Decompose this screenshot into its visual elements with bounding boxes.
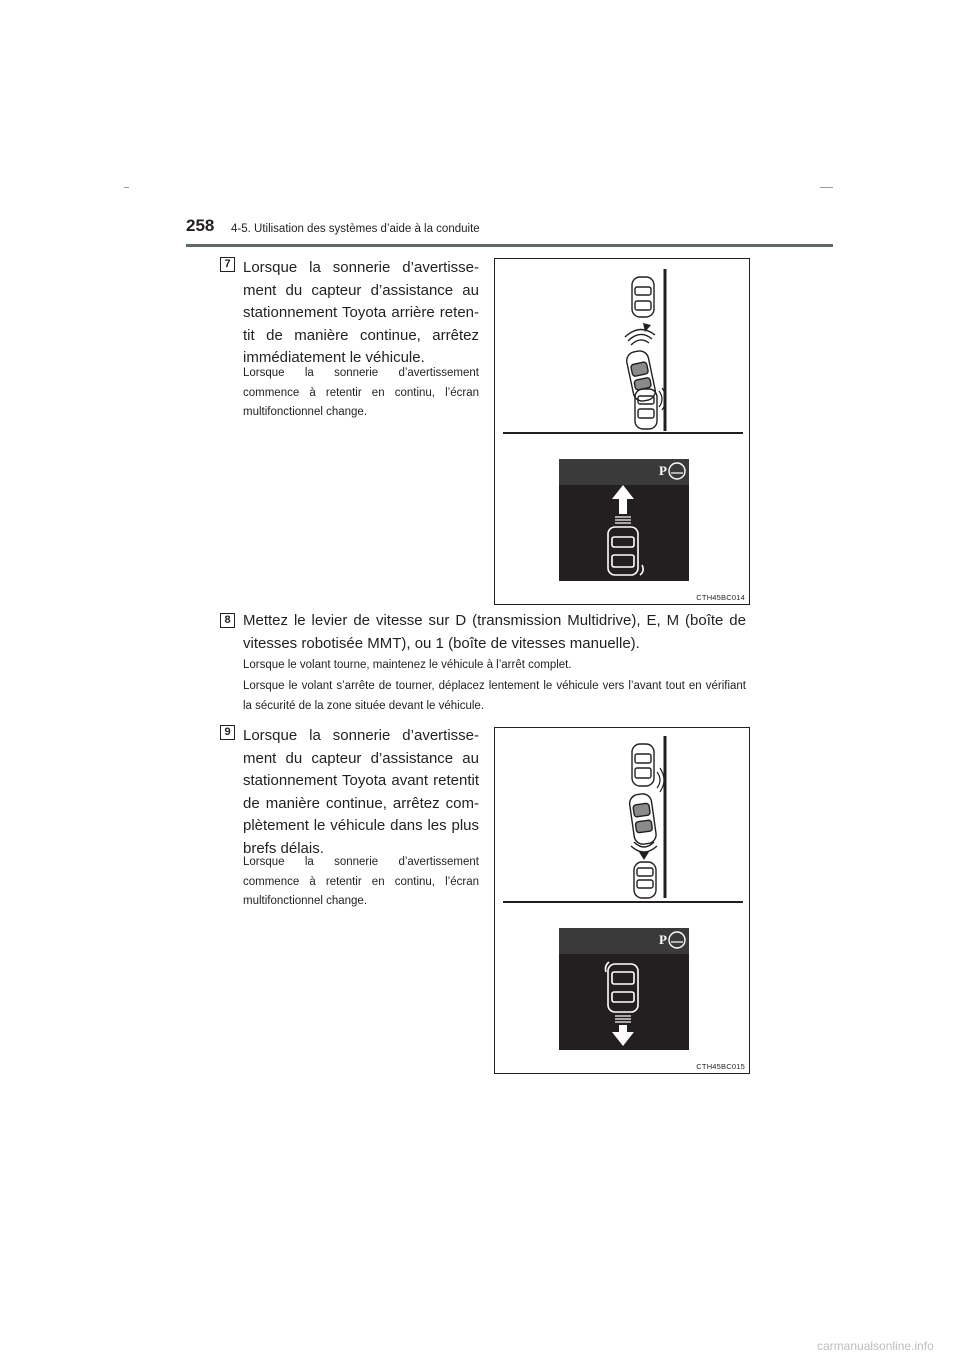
figure-rear-sensor [494, 258, 750, 605]
movement-arrow [639, 852, 649, 860]
step-8-note-2: Lorsque le volant s’arrête de tourner, déplacez lentement le véhicule vers l’avant tout en vérifiant la sécurité de la zone située devant le véhicule. [243, 680, 746, 712]
step-8-text: Mettez le levier de vitesse sur D (transmission Multidrive), E, M (boîte de vitesses robotisée MMT), ou 1 (boîte de vitesses manuelle). [243, 612, 746, 652]
step-9-text: Lorsque la sonnerie d’avertisse-ment du capteur d’assistance au stationnement Toyota avant retentit de manière continue, arrêtez com-plètement le véhicule dans les plus brefs délais. [243, 727, 479, 857]
section-title: 4-5. Utilisation des systèmes d’aide à la conduite [231, 223, 480, 235]
sensor-waves-top [625, 329, 655, 345]
step-8-badge: 8 [220, 613, 235, 628]
maneuvering-car [625, 349, 657, 402]
page-number: 258 [186, 216, 215, 235]
parked-car-rear [634, 862, 656, 898]
multi-information-display [559, 459, 689, 581]
step-7-note: Lorsque la sonnerie d’avertissement commence à retentir en continu, l’écran multifonctionnel change. [243, 367, 479, 418]
parked-car-front [632, 277, 654, 317]
parking-assist-symbol: P [659, 463, 667, 478]
step-9-badge: 9 [220, 725, 235, 740]
step-8-note-1: Lorsque le volant tourne, maintenez le véhicule à l’arrêt complet. [243, 659, 572, 671]
crop-mark-left [124, 187, 129, 188]
crop-mark-right [820, 187, 833, 188]
figure-code: CTH45BC014 [696, 593, 745, 602]
front-parking-illustration [495, 728, 751, 1075]
maneuvering-car [628, 793, 657, 846]
sensor-waves-side [657, 768, 664, 792]
step-7-text: Lorsque la sonnerie d’avertisse-ment du capteur d’assistance au stationnement Toyota arrière reten-tit de manière continue, arrêtez immédiatement le véhicule. [243, 259, 479, 366]
footer-watermark: carmanualsonline.info [817, 1339, 934, 1353]
rear-parking-illustration [495, 259, 751, 606]
step-9-note: Lorsque la sonnerie d’avertissement commence à retentir en continu, l’écran multifonctionnel change. [243, 856, 479, 907]
header-rule [186, 244, 833, 247]
multi-information-display [559, 928, 689, 1050]
parking-assist-symbol: P [659, 932, 667, 947]
figure-code: CTH45BC015 [696, 1062, 745, 1071]
step-7-badge: 7 [220, 257, 235, 272]
figure-front-sensor [494, 727, 750, 1074]
parked-car-front [632, 744, 654, 786]
